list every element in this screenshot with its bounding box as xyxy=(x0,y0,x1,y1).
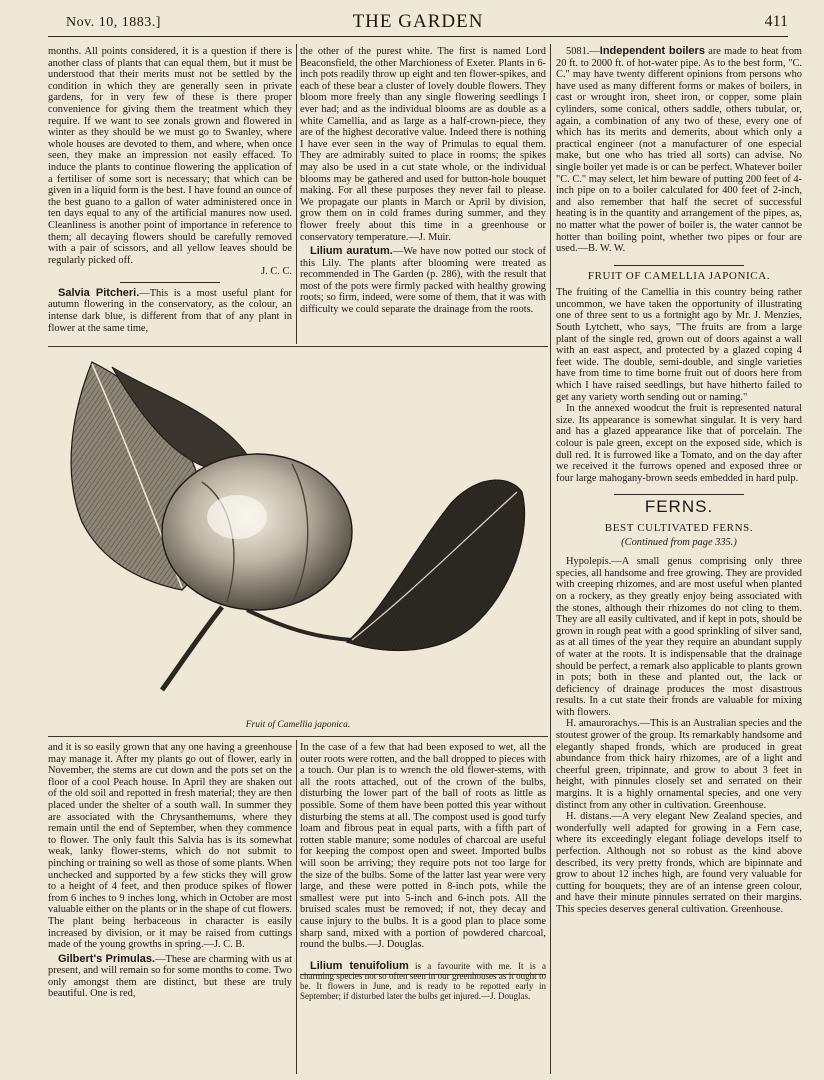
page-header xyxy=(48,8,788,37)
boilers-heading: Independent boilers xyxy=(599,45,705,57)
column-2-top xyxy=(300,46,546,316)
query-number: 5081.— xyxy=(566,46,600,57)
zonals-paragraph: months. All points considered, it is a question if there is another class of plants that can equal them, but it must be understood that their merits must not be settled by the condition in which they are generally seen in private gardens, for in very few of these is there proper convenience for giving them the treatment which they require. If we want to see zonals grown and flowered in winter as they should be we must go to Swanley, where whole houses are devoted to them, and where, when once seen, they make an impression not easily effaced. To induce the plants to continue flowering the application of a fertiliser of some sort is necessary; that which can be given in a liquid form is the best. I have found an ounce of the best guano to a gallon of water administered once in ten days equal to any of the artificial manures now used. Cleanliness is another point of importance in reference to them; all decaying flowers should be carefully removed with a pair of scissors, and all yellow leaves should be regularly picked off. xyxy=(48,46,292,266)
stem xyxy=(162,607,222,690)
article-separator xyxy=(120,282,220,283)
lilium-auratum-text: —We have now potted our stock of this Lily. The plants after blooming were treated as recommended in The Garden (p. 286), with the result that most of the pots were firmly packed with healthy growing roots; so firm, indeed, were some of them, that it was with difficulty we could separate the drainage from the roots. xyxy=(300,246,546,316)
tenuifolium-rule xyxy=(300,974,546,975)
camellia-paragraph-1: The fruiting of the Camellia in this country being rather uncommon, we have taken the opportunity of illustrating one of three sent to us a fortnight ago by Mr. J. Menzies, South Lytchett, who says, "The fruits are from a large plant of the single red, grown out of doors against a wall with an east aspect, and protected by a glazed coping 4 feet wide. The double, semi-double, and single varieties have from time to time borne fruit out of doors here from which I have raised seedlings, but have hitherto failed to get any variety worth sending out or naming." xyxy=(556,287,802,403)
lilium-auratum-heading: Lilium auratum. xyxy=(310,245,393,258)
lilium-tenuifolium-text: is a favourite with me. It is a charming species not so often seen in our greenhouses as it ought to be. It flowers in June, and is ready to be repotted early in September; if disturbed later the bulbs get injured.—J. Douglas. xyxy=(300,960,546,1001)
salvia-continued-paragraph: and it is so easily grown that any one having a greenhouse may manage it. After my plants go out of flower, early in November, the stems are cut down and the pots set on the floor of a cool Peach house. In April they are shaken out of the old soil and repotted in fresh material; they are then placed under the shelter of a south wall. In summer they are associated with the Chrysanthemums, where they remain until the end of September, when they commence to flower. The only fault this Salvia has is its somewhat weak, lanky flower-stems, which do not submit to pinching or training so well as those of some plants. When unchecked and supported by a few sticks they will grow to a height of 4 feet, and then produce spikes of flower from 6 inches to 9 inches long, which in October are most valuable either on the plants or in the shape of cut flowers. The plant being herbaceous in character is easily increased by division, or it may be raised from cuttings made of the young growths in spring.—J. C. B. xyxy=(48,742,292,951)
issue-date: Nov. 10, 1883.] xyxy=(66,15,161,30)
gilbert-primulas-heading: Gilbert's Primulas. xyxy=(58,952,156,965)
lilium-auratum-paragraph xyxy=(300,246,546,316)
ferns-section-title: FERNS. xyxy=(644,497,714,517)
column-1-top xyxy=(48,46,292,334)
signature-jcc: J. C. C. xyxy=(261,266,292,278)
lilium-tenuifolium-paragraph xyxy=(300,961,546,1001)
lilium-tenuifolium-heading: Lilium tenuifolium xyxy=(310,959,409,972)
ferns-continued-note: (Continued from page 335.) xyxy=(621,536,737,548)
camellia-woodcut-figure xyxy=(52,352,544,730)
camellia-paragraph-2: In the annexed woodcut the fruit is represented natural size. Its appearance is somewhat singular. It is very hard and has a glazed appearance like that of porcelain. The colour is pale green, except on the exposed side, which is dull red. It is furrowed like a Tomato, and on the day after we received it the furrows opened and exposed three or four large mahogany-brown seeds embedded in hard pulp. xyxy=(556,403,802,484)
distans-paragraph: H. distans.—A very elegant New Zealand species, and wonderfully well adapted for growing in a Fern case, where its exceedingly elegant foliage develops itself to perfection. Although not so robust as the kind above described, its very pretty fronds, which are bipinnate and grow to about 12 inches high, are found very valuable for cutting for bouquets; they are of an intense green colour, and have their minute pinnules serrated on their margins. This species deserves general cultivation. Greenhouse. xyxy=(556,811,802,915)
camellia-article-title: FRUIT OF CAMELLIA JAPONICA. xyxy=(587,269,771,282)
column-divider xyxy=(296,44,297,344)
column-2-bottom xyxy=(300,742,546,1001)
publication-title: THE GARDEN xyxy=(352,11,484,32)
boilers-paragraph xyxy=(556,46,802,255)
boilers-text: are made to heat from 20 ft. to 2000 ft. of hot-water pipe. As to the best form, "C. C." may have twenty different opinions from persons who have used as many different forms or makes of boilers, in cast or wrought iron, sheet iron, or copper, some plain cylinders, some conical, others saddle, others tubular, or, again, a combination of any two of these, every one of which has its merits and demerits, about which only a practical engineer (not a manufacturer of one especial make, but one who has tried all sorts) can advise. No single boiler yet made is or can be perfect. Whatever boiler "C. C." may select, let him beware of putting 200 feet of 4-inch pipe on to a boiler calculated for 400 feet of 2-inch, and also remember that half the secret of successful heating is in the quantity and arrangement of the pipes, as, no matter what the power of boiler is, the water cannot be hotter than boiling point, whether two pipes or four are used.—B. W. W. xyxy=(556,46,802,255)
gilbert-primulas-text: —These are charming with us at present, and will remain so for some months to come. Two only amongst them are distinct, but these are truly beautiful. One is red, xyxy=(48,953,292,1000)
primulas-continued-paragraph: the other of the purest white. The first is named Lord Beaconsfield, the other Marchioness of Exeter. Plants in 6-inch pots readily throw up eight and ten flower-spikes, and each of these bear a cluster of lovely double flowers. They bloom more freely than any single flowering seedlings I ever had; and as the individual blooms are as double as a white Camellia, and as large as a half-crown-piece, they are of the highest decorative value. Indeed there is nothing I have ever seen in the way of Primulas to equal them. They are admirably suited to place in rooms; the spikes may also be used in a cut state whole, or the individual blooms may be gathered and used for button-hole bouquet making. For all these purposes they never fail to please. We propagate our plants in March or April by division, grow them on in cold frames during summer, and they flower freely about this time in a greenhouse or conservatory temperature.—J. Muir. xyxy=(300,46,546,243)
lilium-continued-paragraph: In the case of a few that had been exposed to wet, all the outer roots were rotten, and the ball dropped to pieces with a touch. Our plan is to wrench the old flower-stems, with all the roots attached, out of the crown of the bulbs, disturbing the lower part of the ball of roots as little as possible. Some of them have been potted this year without disturbing the stems at all. The compost used is good turfy loam and fibrous peat in equal parts, with a fifth part of rotten stable manure; some nodules of charcoal are useful for keeping the compost open and sweet. Imported bulbs will soon be arriving; they require pots not too large for the size of the bulbs. Some of the latter last year were very large, and these were potted in 8-inch pots, while the smallest were put into 5-inch and 6-inch pots. All the bruised scales must be removed; if not, they decay and cause injury to the bulbs. It is a good plan to place some sharp sand, mixed with a portion of powdered charcoal, round the bulbs.—J. Douglas. xyxy=(300,742,546,951)
salvia-paragraph xyxy=(48,288,292,334)
salvia-heading: Salvia Pitcheri. xyxy=(58,286,140,299)
figure-top-rule xyxy=(48,346,548,347)
hypolepis-paragraph: Hypolepis.—A small genus comprising only three species, all handsome and free growing. They are provided with creeping rhizomes, and are most useful when planted on a rockery, as they greatly enjoy being associated with the stones, although their rhizomes do not cling to them. They are all easily cultivated, and if kept in pots, should be grown in rough peat with a good sprinkling of silver sand, as at all times of the year they require an abundant supply of water at the roots. It is indispensable that the drainage should be perfect, a remark also applicable to plants grown in pots; both in these and planted out, the lack or deficiency of drainage produces the most disastrous results. In a cut state their fronds are valuable for mixing with flowers. xyxy=(556,556,802,718)
amaurorachys-paragraph: H. amaurorachys.—This is an Australian species and the stoutest grower of the group. Its remarkably handsome and elegantly shaped fronds, which are produced in great abundance from thick hairy rhizomes, are of a light and cheerful green, tripinnate, and grow to about 3 feet in height, with pinnules closely set and serrated on their margins. It is a highly ornamental species, and one very distinct from any other in cultivation. Greenhouse. xyxy=(556,718,802,811)
column-3 xyxy=(556,46,802,916)
ferns-subtitle: BEST CULTIVATED FERNS. xyxy=(604,521,754,534)
column-1-bottom xyxy=(48,742,292,1000)
figure-bottom-rule xyxy=(48,736,548,737)
article-separator xyxy=(614,265,744,266)
salvia-text: —This is a most useful plant for autumn flowering in the conservatory, as the colour, an intense dark blue, is different from that of any plant in flower at the same time, xyxy=(48,287,292,334)
gilbert-primulas-paragraph xyxy=(48,954,292,1000)
column-divider xyxy=(550,44,551,1074)
camellia-fruit-illustration xyxy=(52,352,544,712)
figure-caption: Fruit of Camellia japonica. xyxy=(245,720,351,730)
column-divider xyxy=(296,740,297,1074)
page-number: 411 xyxy=(764,13,788,30)
section-separator xyxy=(614,494,744,495)
